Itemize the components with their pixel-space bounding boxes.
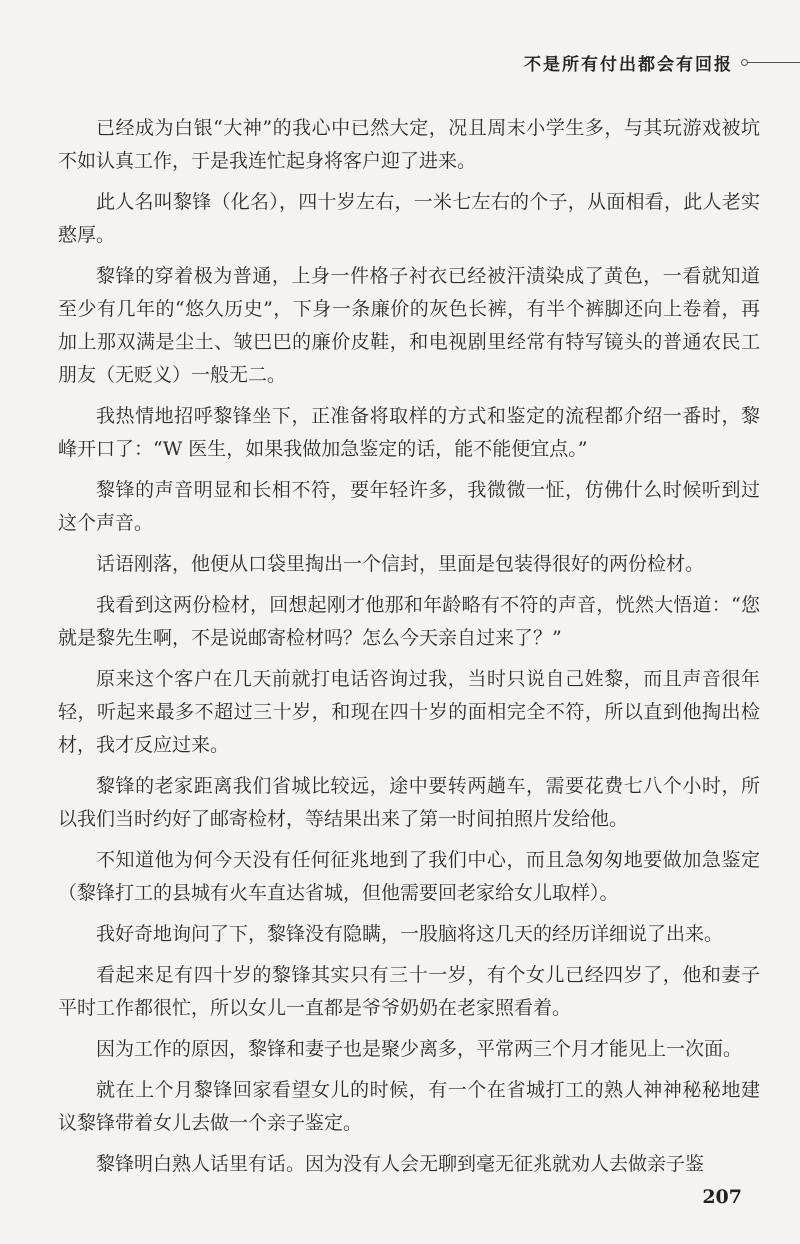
paragraph: 不知道他为何今天没有任何征兆地到了我们中心，而且急匆匆地要做加急鉴定（黎锋打工的县城有火车直达省城，但他需要回老家给女儿取样）。 [58,849,760,904]
header-ornament [741,59,800,66]
body-text [58,112,760,1189]
paragraph: 已经成为白银“大神”的我心中已然大定，况且周末小学生多，与其玩游戏被坑不如认真工作，于是我连忙起身将客户迎了进来。 [58,117,760,172]
paragraph: 因为工作的原因，黎锋和妻子也是聚少离多，平常两三个月才能见上一次面。 [96,1038,743,1060]
paragraph: 我好奇地询问了下，黎锋没有隐瞒，一股脑将这几天的经历详细说了出来。 [96,923,724,945]
paragraph: 黎锋的老家距离我们省城比较远，途中要转两趟车，需要花费七八个小时，所以我们当时约好了邮寄检材，等结果出来了第一时间拍照片发给他。 [58,775,760,830]
paragraph: 原来这个客户在几天前就打电话咨询过我，当时只说自己姓黎，而且声音很年轻，听起来最多不超过三十岁，和现在四十岁的面相完全不符，所以直到他掏出检材，我才反应过来。 [58,668,760,756]
page-number: 207 [702,1186,742,1208]
paragraph: 黎锋明白熟人话里有话。因为没有人会无聊到毫无征兆就劝人去做亲子鉴 [96,1153,705,1175]
ornament-circle-icon [741,59,748,66]
paragraph: 此人名叫黎锋（化名），四十岁左右，一米七左右的个子，从面相看，此人老实憨厚。 [58,191,760,246]
chapter-title: 不是所有付出都会有回报 [524,54,733,75]
paragraph: 就在上个月黎锋回家看望女儿的时候，有一个在省城打工的熟人神神秘秘地建议黎锋带着女儿去做一个亲子鉴定。 [58,1079,760,1134]
running-header [524,50,800,74]
paragraph: 我看到这两份检材，回想起刚才他那和年龄略有不符的声音，恍然大悟道：“您就是黎先生啊，不是说邮寄检材吗？怎么今天亲自过来了？” [58,594,760,649]
paragraph: 黎锋的声音明显和长相不符，要年轻许多，我微微一怔，仿佛什么时候听到过这个声音。 [58,479,760,534]
paragraph: 黎锋的穿着极为普通，上身一件格子衬衣已经被汗渍染成了黄色，一看就知道至少有几年的“悠久历史”，下身一条廉价的灰色长裤，有半个裤脚还向上卷着，再加上那双满是尘土、皱巴巴的廉价皮鞋，和电视剧里经常有特写镜头的普通农民工朋友（无贬义）一般无二。 [58,265,760,386]
paragraph: 我热情地招呼黎锋坐下，正准备将取样的方式和鉴定的流程都介绍一番时，黎峰开口了：“W 医生，如果我做加急鉴定的话，能不能便宜点。” [58,405,760,460]
paragraph: 话语刚落，他便从口袋里掏出一个信封，里面是包装得很好的两份检材。 [96,553,705,575]
ornament-rule [748,62,800,63]
paragraph: 看起来足有四十岁的黎锋其实只有三十一岁，有个女儿已经四岁了，他和妻子平时工作都很忙，所以女儿一直都是爷爷奶奶在老家照看着。 [58,964,760,1019]
